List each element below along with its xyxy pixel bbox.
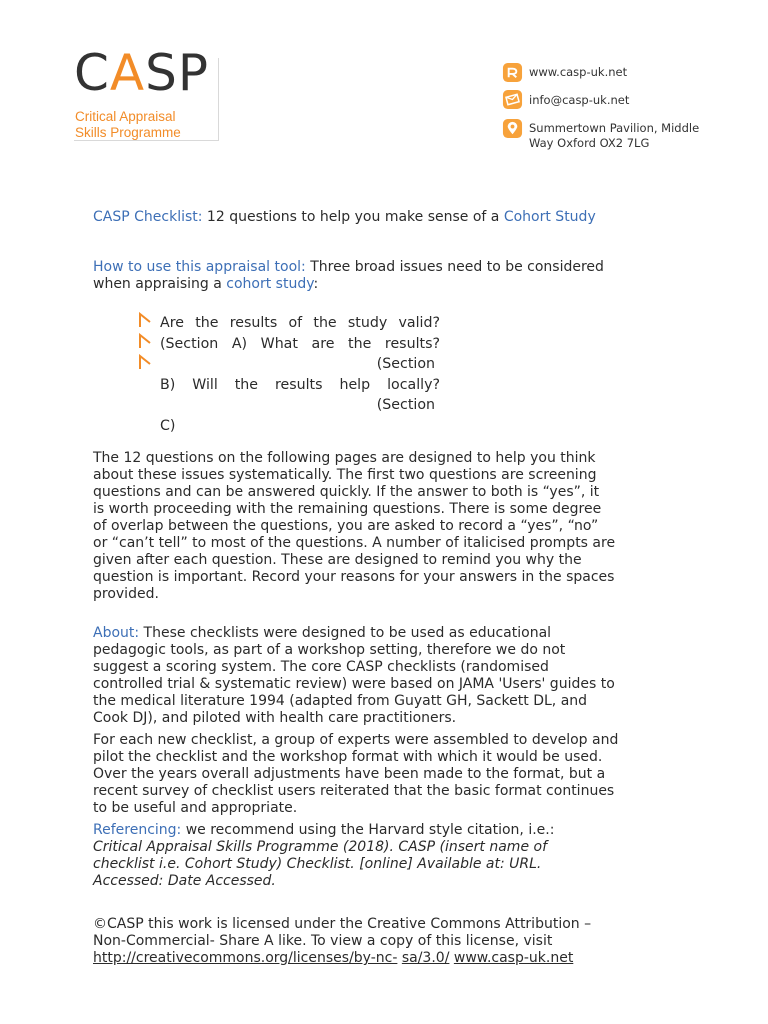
license-link-continued[interactable]: sa/3.0/: [401, 950, 450, 966]
email-address[interactable]: info@casp-uk.net: [529, 93, 630, 107]
bullet-marker-icon: [138, 354, 152, 370]
intro-paragraph: The 12 questions on the following pages are designed to help you think about these issues systematically. The first two questions are screening questions and can be answered quickly. If the answer to both is “yes”, it is worth proceeding with the remaining questions. There is some degree of overlap between the questions, you are asked to record a “yes”, “no” or “can’t tell” to most of the questions. A number of italicised prompts are given after each question. These are designed to remind you why the question is important. Record your reasons for your answers in the spaces provided.: [93, 450, 616, 602]
casp-website-link[interactable]: www.casp-uk.net: [453, 950, 574, 966]
bullet-marker-icon: [138, 333, 152, 349]
postal-address: Summertown Pavilion, Middle Way Oxford OX2 7LG: [529, 121, 700, 150]
license-link[interactable]: http://creativecommons.org/licenses/by-nc-: [93, 950, 398, 966]
logo-subtitle: Critical Appraisal Skills Programme: [75, 109, 181, 140]
page-title: CASP Checklist: 12 questions to help you make sense of a Cohort Study: [93, 209, 596, 225]
web-address[interactable]: www.casp-uk.net: [529, 65, 628, 79]
howto-paragraph: How to use this appraisal tool: Three broad issues need to be considered when appraising a cohort study:: [93, 259, 604, 292]
bullet-marker-icon: [138, 312, 152, 328]
email-icon: [502, 89, 523, 110]
web-icon: [502, 62, 523, 83]
issues-list: Are the results of the study valid? (Section A) What are the results? (Section B) Will the results help locally? (Section C): [160, 315, 440, 434]
development-paragraph: For each new checklist, a group of experts were assembled to develop and pilot the checklist and the workshop format with which it would be used. Over the years overall adjustments have been made to the format, but a recent survey of checklist users reiterated that the basic format continues to be useful and appropriate.: [93, 732, 619, 816]
about-paragraph: About: These checklists were designed to be used as educational pedagogic tools, as part of a workshop setting, therefore we do not suggest a scoring system. The core CASP checklists (randomised controlled trial & systematic review) were based on JAMA 'Users' guides to the medical literature 1994 (adapted from Guyatt GH, Sackett DL, and Cook DJ), and piloted with health care practitioners.: [93, 625, 615, 726]
license-paragraph: ©CASP this work is licensed under the Creative Commons Attribution – Non-Commercial- Share A like. To view a copy of this license, visit http://creativecommons.org/licenses/by-nc- sa/3.0/ www.casp-uk.net: [93, 916, 592, 966]
location-pin-icon: [502, 118, 523, 139]
referencing-paragraph: Referencing: we recommend using the Harvard style citation, i.e.: Critical Appraisal Skills Programme (2018). CASP (insert name of checklist i.e. Cohort Study) Checklist. [online] Available at: URL. Accessed: Date Accessed.: [93, 822, 555, 889]
casp-logo: CASP: [74, 44, 210, 102]
